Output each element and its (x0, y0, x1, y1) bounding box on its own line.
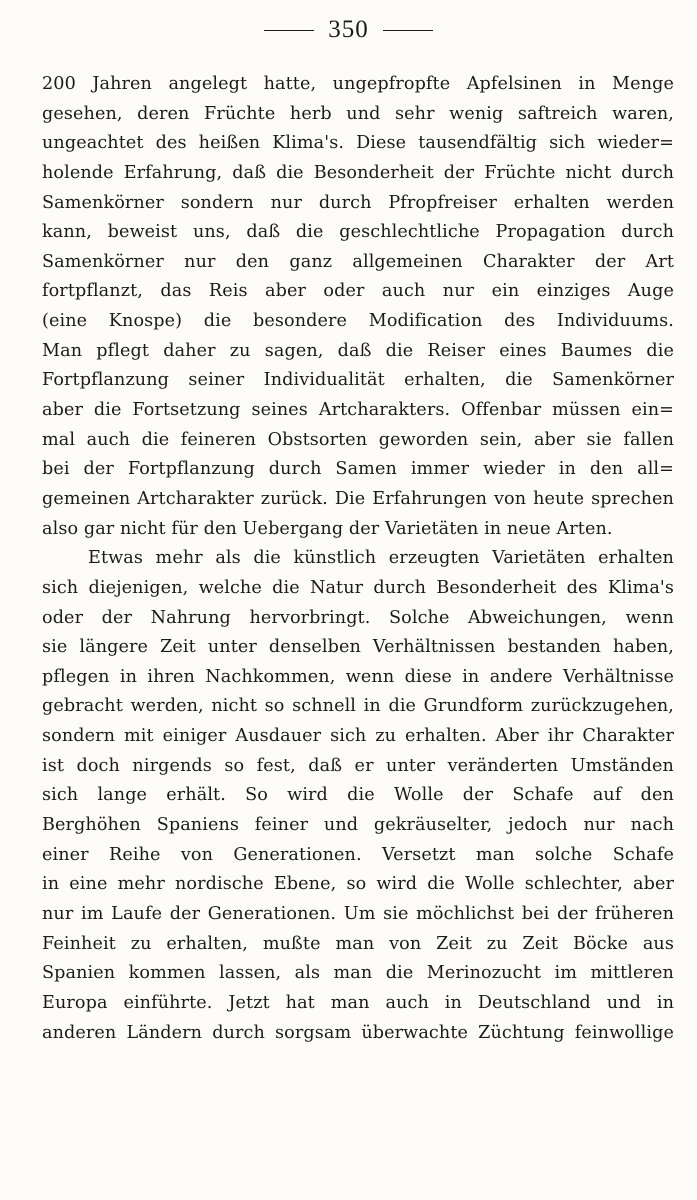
text-line: sondern mit einiger Ausdauer sich zu erhalten. Aber ihr Charakter (42, 726, 674, 747)
text-line: gesehen, deren Früchte herb und sehr wenig saftreich waren, (42, 103, 674, 124)
text-line: pflegen in ihren Nachkommen, wenn diese in andere Verhältnisse (42, 666, 674, 687)
text-line: nur im Laufe der Generationen. Um sie möchlichst bei der früheren (42, 903, 674, 924)
text-line: sich lange erhält. So wird die Wolle der Schafe auf den (42, 785, 674, 806)
header-rule-right (383, 30, 433, 31)
text-line: in eine mehr nordische Ebene, so wird die Wolle schlechter, aber (42, 874, 674, 895)
text-line: (eine Knospe) die besondere Modification des Individuums. (42, 311, 674, 332)
text-line: Feinheit zu erhalten, mußte man von Zeit zu Zeit Böcke aus (42, 933, 674, 954)
text-line: 200 Jahren angelegt hatte, ungepfropfte Apfelsinen in Menge (42, 74, 674, 94)
text-line: Man pflegt daher zu sagen, daß die Reiser eines Baumes die (42, 340, 674, 361)
text-line: sich diejenigen, welche die Natur durch Besonderheit des Klima's (42, 577, 674, 598)
body-text (42, 70, 674, 1048)
text-line: Etwas mehr als die künstlich erzeugten Varietäten erhalten (88, 548, 674, 569)
text-line: fortpflanzt, das Reis aber oder auch nur ein einziges Auge (42, 281, 674, 302)
header-rule-left (264, 30, 314, 31)
text-line: gemeinen Artcharakter zurück. Die Erfahrungen von heute sprechen (42, 488, 674, 509)
text-line: Samenkörner nur den ganz allgemeinen Charakter der Art (42, 251, 674, 272)
text-line: holende Erfahrung, daß die Besonderheit der Früchte nicht durch (42, 162, 674, 183)
text-line: bei der Fortpflanzung durch Samen immer wieder in den all= (42, 459, 674, 480)
text-line: kann, beweist uns, daß die geschlechtliche Propagation durch (42, 222, 674, 243)
text-line: ist doch nirgends so fest, daß er unter veränderten Umständen (42, 755, 674, 776)
text-line: Europa einführte. Jetzt hat man auch in Deutschland und in (42, 992, 674, 1013)
text-line: einer Reihe von Generationen. Versetzt man solche Schafe (42, 844, 674, 865)
text-line: Berghöhen Spaniens feiner und gekräuselter, jedoch nur nach (42, 815, 674, 836)
text-line: mal auch die feineren Obstsorten geworden sein, aber sie fallen (42, 429, 674, 450)
text-line: oder der Nahrung hervorbringt. Solche Abweichungen, wenn (42, 607, 674, 628)
text-line: anderen Ländern durch sorgsam überwachte Züchtung feinwollige (42, 1022, 674, 1043)
text-line: ungeachtet des heißen Klima's. Diese tausendfältig sich wieder= (42, 133, 674, 154)
text-line: Fortpflanzung seiner Individualität erhalten, die Samenkörner (42, 370, 674, 391)
text-line: Spanien kommen lassen, als man die Merinozucht im mittleren (42, 963, 674, 984)
text-line: aber die Fortsetzung seines Artcharakters. Offenbar müssen ein= (42, 400, 674, 421)
text-line: Samenkörner sondern nur durch Pfropfreiser erhalten werden (42, 192, 674, 213)
text-line: sie längere Zeit unter denselben Verhältnissen bestanden haben, (42, 637, 674, 658)
page-number: 350 (328, 16, 369, 43)
page-header (0, 14, 697, 46)
text-line: also gar nicht für den Uebergang der Varietäten in neue Arten. (42, 518, 613, 539)
text-line: gebracht werden, nicht so schnell in die Grundform zurückzugehen, (42, 696, 674, 717)
